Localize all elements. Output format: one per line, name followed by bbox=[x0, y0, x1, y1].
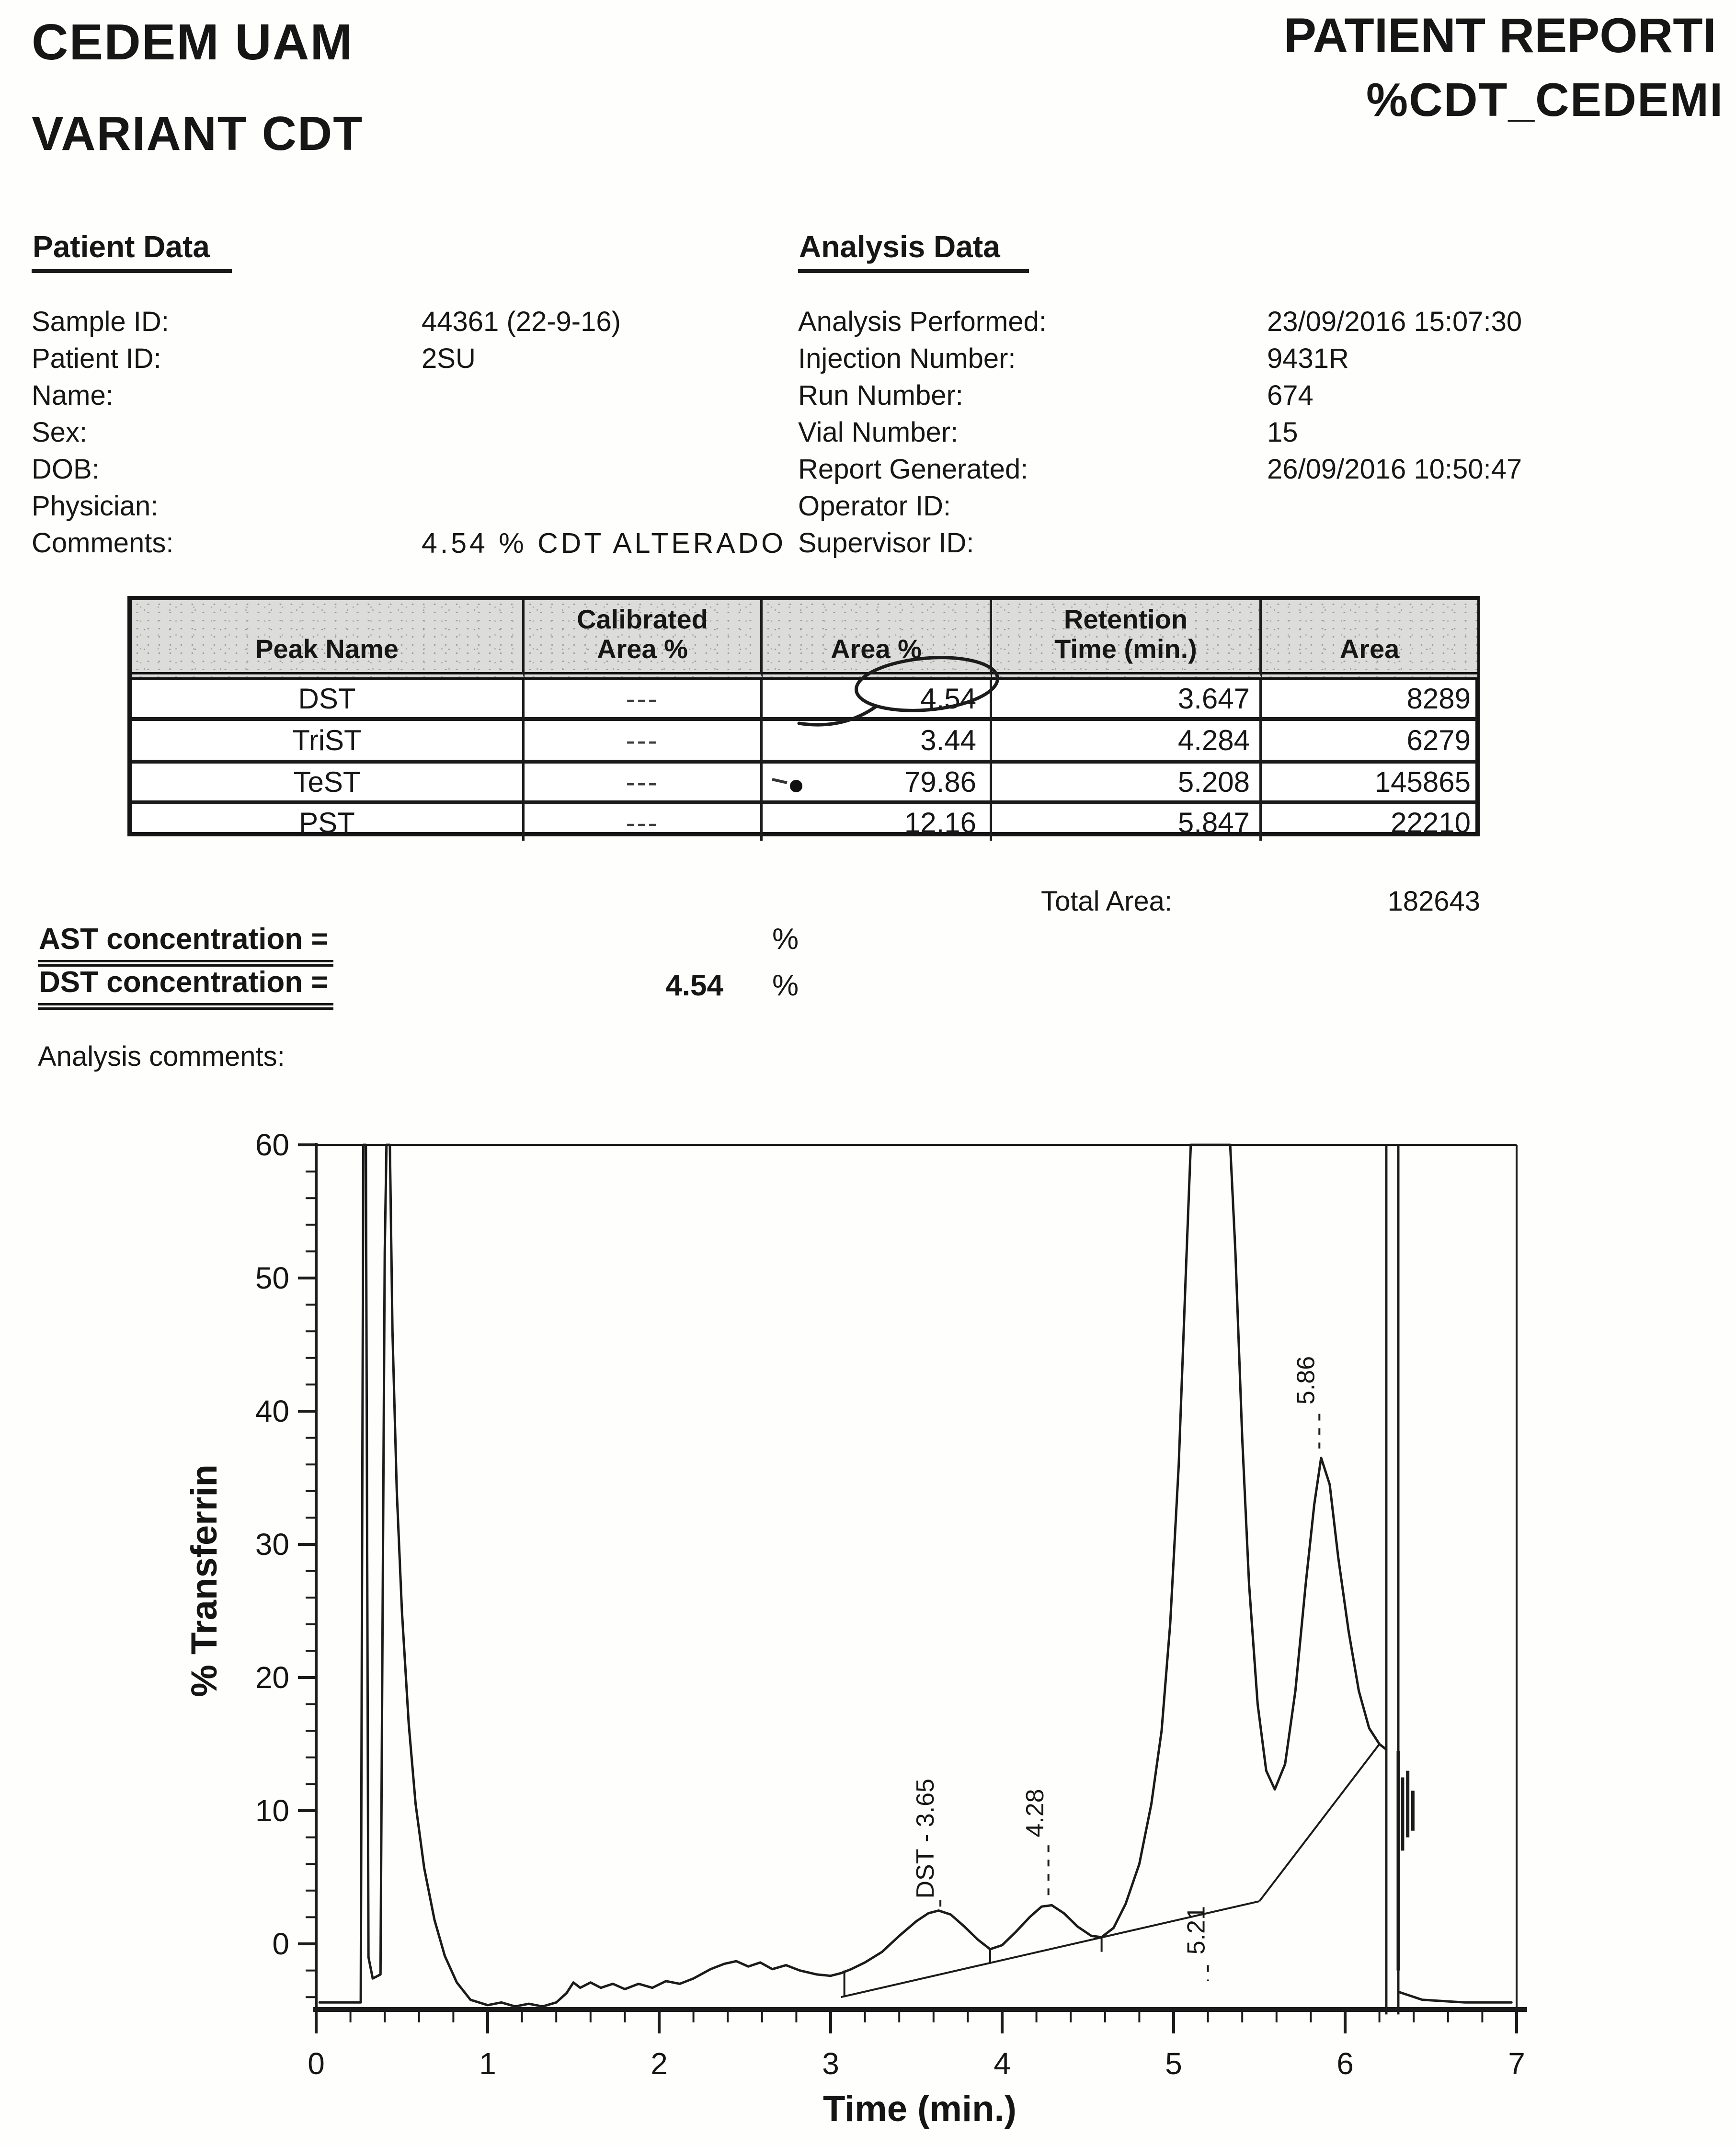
field-label: Report Generated: bbox=[798, 454, 1028, 485]
patient-data-section-title bbox=[32, 229, 232, 273]
method-name: VARIANT CDT bbox=[32, 107, 364, 160]
y-tick-label: 0 bbox=[272, 1927, 289, 1961]
field-row-sex bbox=[32, 416, 779, 450]
peak-label-TriST: 4.28 bbox=[1021, 1789, 1049, 1838]
y-axis-title: % Transferrin bbox=[184, 1464, 225, 1697]
field-row-supervisor-id bbox=[798, 527, 1708, 560]
field-row-physician bbox=[32, 490, 779, 524]
analysis-data-heading: Analysis Data bbox=[798, 229, 1029, 273]
y-tick-label: 20 bbox=[255, 1660, 289, 1695]
field-row-patient-id bbox=[32, 342, 779, 376]
y-tick-label: 10 bbox=[255, 1793, 289, 1828]
table-cell-calibrated: --- bbox=[525, 721, 763, 764]
table-cell-area-percent: 79.86 bbox=[763, 764, 992, 804]
field-label: Comments: bbox=[32, 527, 174, 559]
ast-concentration-label: AST concentration = bbox=[38, 922, 333, 967]
table-cell-area: 145865 bbox=[1262, 764, 1477, 804]
peak-label-TeST: 5.21 bbox=[1182, 1906, 1211, 1955]
patient-data-heading: Patient Data bbox=[32, 229, 232, 273]
trace-post-run-baseline bbox=[1398, 1992, 1511, 2002]
column-header-area bbox=[1262, 600, 1477, 680]
ast-concentration-unit: % bbox=[772, 923, 799, 956]
y-tick-label: 30 bbox=[255, 1527, 289, 1562]
field-row-vial-number bbox=[798, 416, 1708, 450]
column-header-calibrated-area bbox=[525, 600, 763, 680]
table-cell-retention: 5.208 bbox=[992, 764, 1262, 804]
x-tick-label: 0 bbox=[308, 2046, 325, 2081]
table-cell-calibrated: --- bbox=[525, 804, 763, 841]
table-cell-retention: 3.647 bbox=[992, 680, 1262, 721]
field-label: Run Number: bbox=[798, 380, 963, 411]
field-value: 9431R bbox=[1267, 343, 1349, 374]
field-row-analysis-performed bbox=[798, 306, 1708, 339]
field-label: Vial Number: bbox=[798, 417, 959, 448]
table-cell-peak-name: TriST bbox=[132, 721, 525, 764]
x-tick-label: 2 bbox=[651, 2046, 668, 2081]
table-cell-area-percent: 12.16 bbox=[763, 804, 992, 841]
field-row-injection-number bbox=[798, 342, 1708, 376]
field-row-operator-id bbox=[798, 490, 1708, 524]
x-tick-label: 1 bbox=[479, 2046, 496, 2081]
table-cell-area-percent: 4.54 bbox=[763, 680, 992, 721]
dst-concentration-unit: % bbox=[772, 969, 799, 1002]
field-row-comments bbox=[32, 527, 798, 560]
field-label: Injection Number: bbox=[798, 343, 1016, 374]
field-value: 44361 (22-9-16) bbox=[422, 306, 621, 337]
lab-name: CEDEM UAM bbox=[32, 14, 354, 70]
analysis-data-section-title bbox=[798, 229, 1029, 273]
total-area-value: 182643 bbox=[1387, 886, 1480, 917]
field-row-run-number bbox=[798, 379, 1708, 413]
field-value: 4.54 % CDT ALTERADO bbox=[422, 527, 787, 559]
header-line: Area % bbox=[831, 634, 922, 664]
column-header-peak-name bbox=[132, 600, 525, 680]
field-value: 23/09/2016 15:07:30 bbox=[1267, 306, 1522, 337]
dst-concentration-value: 4.54 bbox=[665, 969, 723, 1002]
table-cell-calibrated: --- bbox=[525, 764, 763, 804]
field-label: Physician: bbox=[32, 491, 159, 522]
table-cell-peak-name: PST bbox=[132, 804, 525, 841]
field-label: DOB: bbox=[32, 454, 100, 485]
table-cell-area: 6279 bbox=[1262, 721, 1477, 764]
total-area-label: Total Area: bbox=[1041, 886, 1173, 917]
table-cell-peak-name: TeST bbox=[132, 764, 525, 804]
header-line: Retention bbox=[1063, 604, 1188, 634]
x-axis-title: Time (min.) bbox=[823, 2089, 1016, 2129]
field-value: 2SU bbox=[422, 343, 476, 374]
peak-label-DST: DST - 3.65 bbox=[911, 1779, 939, 1899]
header-line: Area bbox=[1339, 634, 1400, 664]
field-label: Sex: bbox=[32, 417, 88, 448]
field-label: Supervisor ID: bbox=[798, 527, 974, 559]
table-cell-peak-name: DST bbox=[132, 680, 525, 721]
x-tick-label: 7 bbox=[1508, 2046, 1525, 2081]
field-row-sample-id bbox=[32, 306, 779, 339]
field-label: Analysis Performed: bbox=[798, 306, 1047, 337]
integration-baseline-1 bbox=[1259, 1744, 1380, 1901]
x-tick-label: 4 bbox=[994, 2046, 1011, 2081]
y-tick-label: 40 bbox=[255, 1394, 289, 1428]
table-cell-retention: 5.847 bbox=[992, 804, 1262, 841]
field-label: Name: bbox=[32, 380, 114, 411]
field-row-dob bbox=[32, 453, 779, 487]
column-header-retention-time bbox=[992, 600, 1262, 680]
field-label: Sample ID: bbox=[32, 306, 169, 337]
y-tick-label: 60 bbox=[255, 1128, 289, 1162]
x-tick-label: 6 bbox=[1336, 2046, 1354, 2081]
dst-concentration-line bbox=[38, 965, 333, 1010]
ast-concentration-line bbox=[38, 922, 333, 967]
table-cell-area-percent: 3.44 bbox=[763, 721, 992, 764]
column-header-area-percent bbox=[763, 600, 992, 680]
field-value: 15 bbox=[1267, 417, 1298, 448]
report-title: PATIENT REPORTI bbox=[1284, 8, 1716, 63]
header-line: Calibrated bbox=[577, 604, 708, 634]
header-line: Area % bbox=[597, 634, 688, 664]
peak-label-PST: 5.86 bbox=[1292, 1356, 1320, 1405]
peak-table bbox=[127, 596, 1480, 839]
field-value: 26/09/2016 10:50:47 bbox=[1267, 454, 1522, 485]
dst-concentration-label: DST concentration = bbox=[38, 965, 333, 1010]
trace-chromatogram bbox=[320, 1145, 1386, 2007]
field-row-name bbox=[32, 379, 779, 413]
report-code: %CDT_CEDEMI bbox=[1366, 73, 1724, 126]
x-tick-label: 3 bbox=[822, 2046, 839, 2081]
header-line: Time (min.) bbox=[1054, 634, 1197, 664]
header-line: Peak Name bbox=[255, 634, 399, 664]
table-cell-retention: 4.284 bbox=[992, 721, 1262, 764]
y-tick-label: 50 bbox=[255, 1261, 289, 1295]
table-cell-calibrated: --- bbox=[525, 680, 763, 721]
table-cell-area: 22210 bbox=[1391, 806, 1471, 839]
analysis-comments-label: Analysis comments: bbox=[38, 1041, 285, 1072]
field-row-report-generated bbox=[798, 453, 1708, 487]
field-label: Patient ID: bbox=[32, 343, 161, 374]
field-value: 674 bbox=[1267, 380, 1313, 411]
x-tick-label: 5 bbox=[1165, 2046, 1182, 2081]
table-cell-area: 8289 bbox=[1262, 680, 1477, 721]
field-label: Operator ID: bbox=[798, 491, 951, 522]
chromatogram bbox=[0, 1092, 1736, 2146]
